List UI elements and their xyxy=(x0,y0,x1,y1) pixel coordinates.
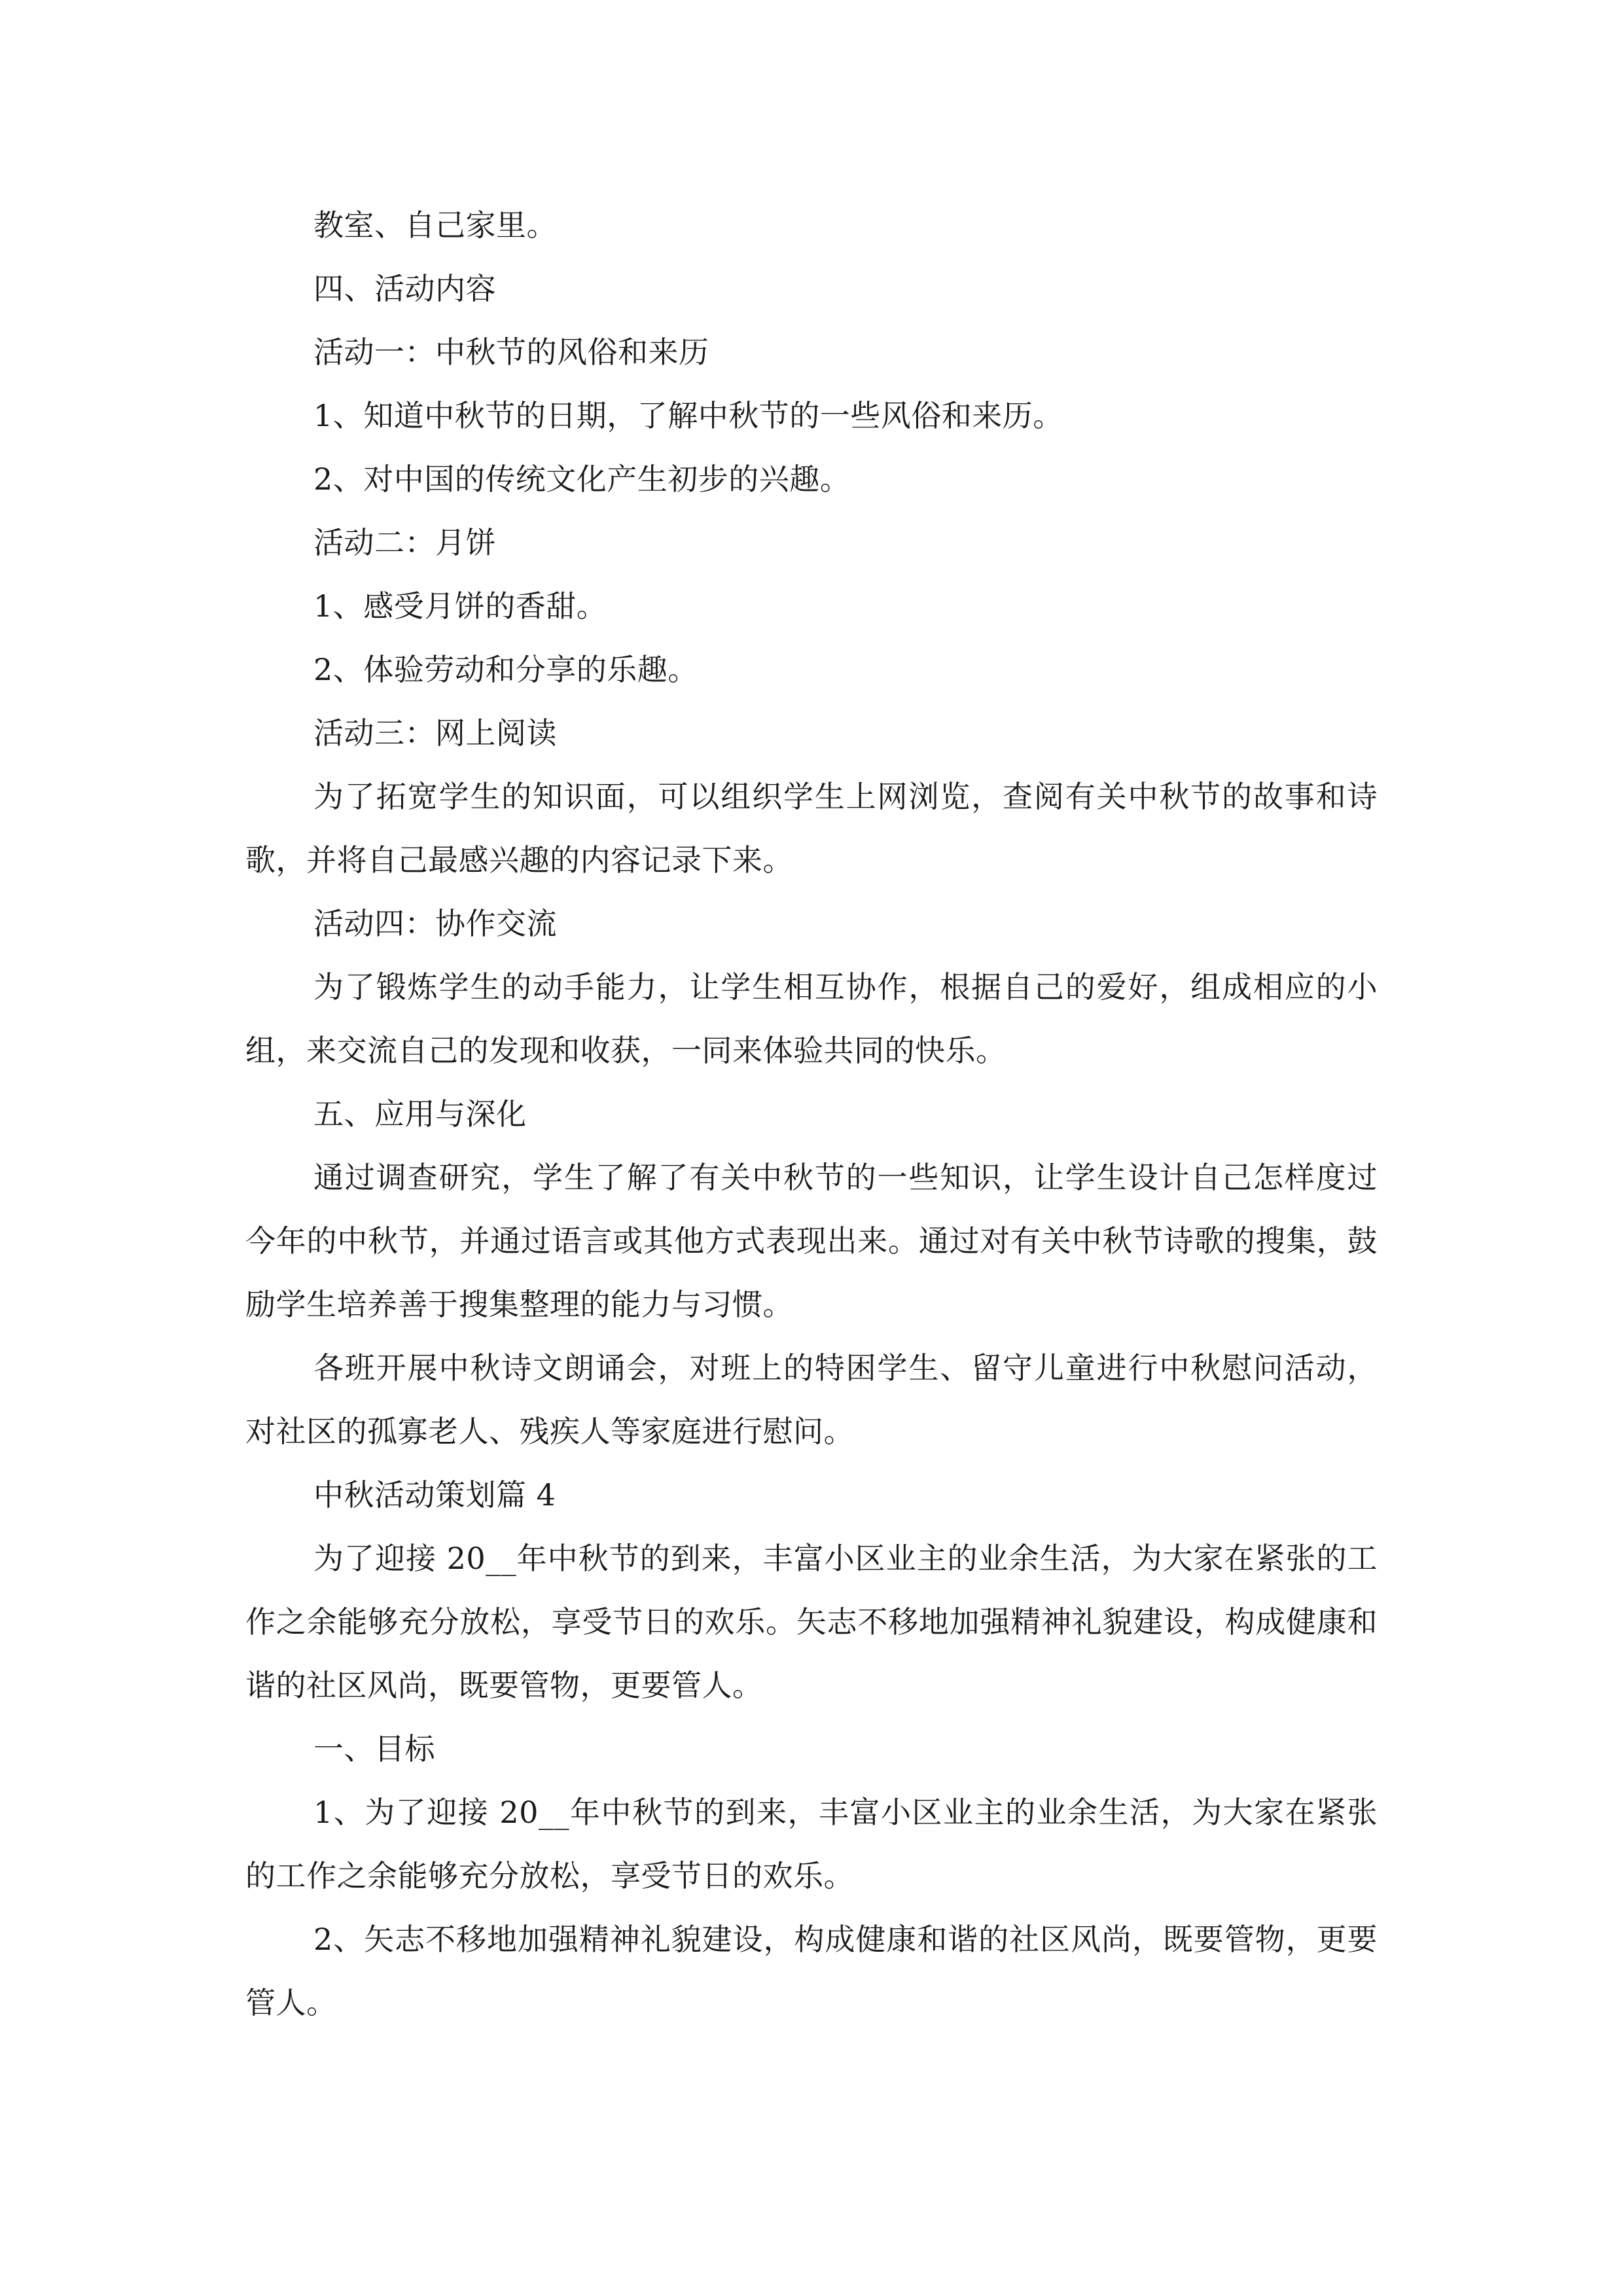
list-item: 1、知道中秋节的日期，了解中秋节的一些风俗和来历。 xyxy=(313,398,1063,433)
activity-heading: 活动四：协作交流 xyxy=(313,906,557,941)
list-item: 2、矢志不移地加强精神礼貌建设，构成健康和谐的社区风尚，既要管物，更要管人。 xyxy=(245,1922,1378,2020)
paragraph: 为了迎接 20__年中秋节的到来，丰富小区业主的业余生活，为大家在紧张的工作之余能够充分放松，享受节日的欢乐。矢志不移地加强精神礼貌建设，构成健康和谐的社区风尚，既要管物，更要管人。 xyxy=(245,1541,1378,1703)
paragraph: 为了拓宽学生的知识面，可以组织学生上网浏览，查阅有关中秋节的故事和诗歌，并将自己最感兴趣的内容记录下来。 xyxy=(245,779,1378,878)
activity-heading: 活动二：月饼 xyxy=(313,525,496,560)
activity-heading: 活动三：网上阅读 xyxy=(313,715,557,751)
list-item: 1、为了迎接 20__年中秋节的到来，丰富小区业主的业余生活，为大家在紧张的工作之余能够充分放松，享受节日的欢乐。 xyxy=(245,1795,1378,1893)
activity-heading: 活动一：中秋节的风俗和来历 xyxy=(313,334,709,370)
list-item: 2、对中国的传统文化产生初步的兴趣。 xyxy=(313,461,851,497)
document-body xyxy=(245,194,1378,2035)
paragraph: 各班开展中秋诗文朗诵会，对班上的特困学生、留守儿童进行中秋慰问活动，对社区的孤寡老人、残疾人等家庭进行慰问。 xyxy=(245,1350,1378,1449)
paragraph: 为了锻炼学生的动手能力，让学生相互协作，根据自己的爱好，组成相应的小组，来交流自己的发现和收获，一同来体验共同的快乐。 xyxy=(245,969,1378,1068)
paragraph: 教室、自己家里。 xyxy=(313,207,557,243)
paragraph: 通过调查研究，学生了解了有关中秋节的一些知识，让学生设计自己怎样度过今年的中秋节，并通过语言或其他方式表现出来。通过对有关中秋节诗歌的搜集，鼓励学生培养善于搜集整理的能力与习惯。 xyxy=(245,1160,1378,1322)
list-item: 2、体验劳动和分享的乐趣。 xyxy=(313,652,698,687)
list-item: 1、感受月饼的香甜。 xyxy=(313,588,607,624)
section-heading: 一、目标 xyxy=(313,1731,435,1767)
section-heading: 四、活动内容 xyxy=(313,271,496,306)
section-heading: 五、应用与深化 xyxy=(313,1096,527,1132)
chapter-title: 中秋活动策划篇 4 xyxy=(313,1477,556,1513)
